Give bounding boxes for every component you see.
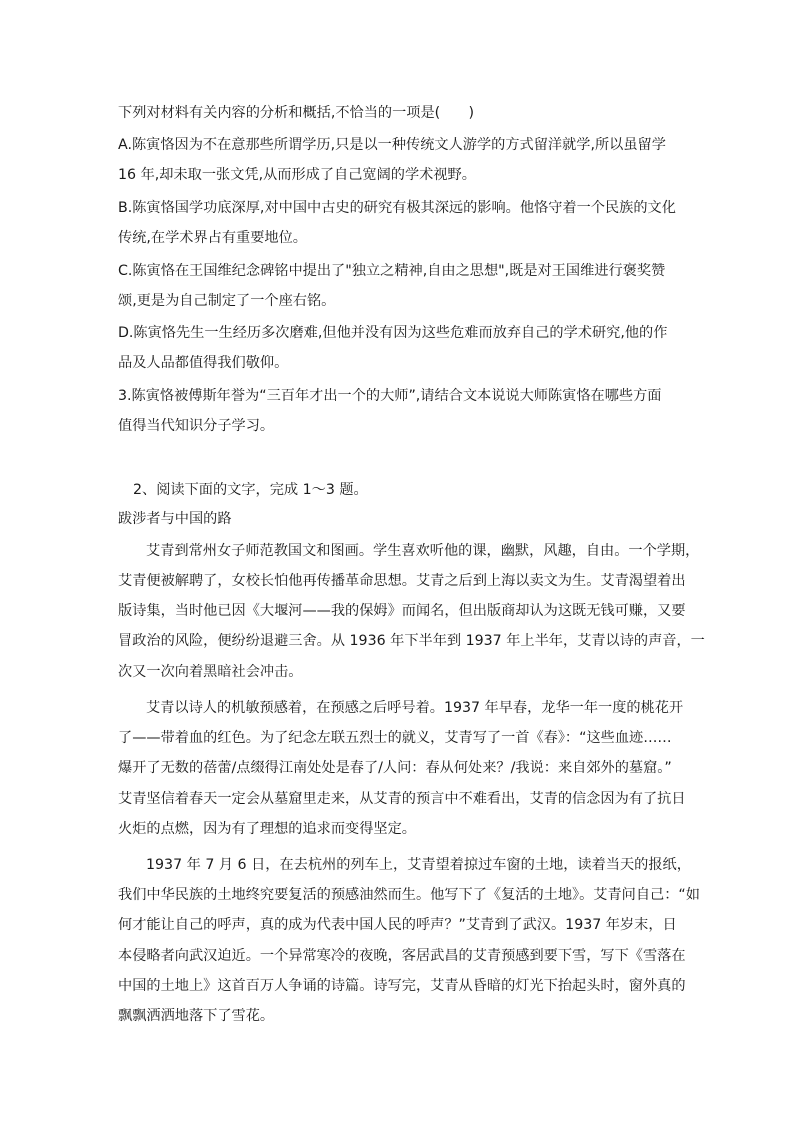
paragraph-2-line-4: 艾青坚信着春天一定会从墓窟里走来，从艾青的预言中不难看出，艾青的信念因为有了抗日 (118, 791, 686, 807)
passage-title: 跋涉者与中国的路 (118, 511, 232, 527)
question-3-line-2: 值得当代知识分子学习。 (118, 418, 275, 434)
paragraph-3-line-4: 本侵略者向武汉迫近。一个异常寒冷的夜晚，客居武昌的艾青预感到要下雪，写下《雪落在 (118, 948, 686, 964)
paragraph-2-line-1: 艾青以诗人的机敏预感着，在预感之后呼号着。1937 年早春，龙华一年一度的桃花开 (146, 700, 684, 716)
question-3-line-1: 3.陈寅恪被傅斯年誉为“三百年才出一个的大师”,请结合文本说说大师陈寅恪在哪些方面 (118, 388, 662, 404)
option-a-line-1: A.陈寅恪因为不在意那些所谓学历,只是以一种传统文人游学的方式留洋就学,所以虽留学 (118, 137, 666, 153)
paragraph-3-line-3: 何才能让自己的呼声，真的成为代表中国人民的呼声？”艾青到了武汉。1937 年岁末，日 (118, 917, 677, 933)
paragraph-1-line-4: 冒政治的风险，便纷纷退避三舍。从 1936 年下半年到 1937 年上半年，艾青以诗的声音，一 (118, 633, 705, 649)
paragraph-3-line-6: 飘飘洒洒地落下了雪花。 (118, 1008, 275, 1024)
option-d-line-2: 品及人品都值得我们敬仰。 (118, 355, 289, 371)
question-stem: 下列对材料有关内容的分析和概括,不恰当的一项是( ) (118, 105, 475, 121)
option-a-line-2: 16 年,却未取一张文凭,从而形成了自己宽阔的学术视野。 (118, 167, 476, 183)
option-b-line-2: 传统,在学术界占有重要地位。 (118, 230, 307, 246)
paragraph-3-line-1: 1937 年 7 月 6 日，在去杭州的列车上，艾青望着掠过车窗的土地，读着当天的报纸， (146, 857, 691, 873)
paragraph-1-line-1: 艾青到常州女子师范教国文和图画。学生喜欢听他的课，幽默，风趣，自由。一个学期， (146, 543, 700, 559)
option-b-line-1: B.陈寅恪国学功底深厚,对中国中古史的研究有极其深远的影响。他恪守着一个民族的文化 (118, 200, 676, 216)
paragraph-2-line-3: 爆开了无数的蓓蕾/点缀得江南处处是春了/人问：春从何处来？/我说：来自郊外的墓窟。” (118, 760, 672, 776)
paragraph-2-line-2: 了——带着血的红色。为了纪念左联五烈士的就义，艾青写了一首《春》：“这些血迹…… (118, 730, 672, 746)
paragraph-3-line-5: 中国的土地上》这首百万人争诵的诗篇。诗写完，艾青从昏暗的灯光下抬起头时，窗外真的 (118, 978, 686, 994)
option-c-line-1: C.陈寅恪在王国维纪念碑铭中提出了"独立之精神,自由之思想",既是对王国维进行褒奖赞 (118, 263, 666, 279)
paragraph-2-line-5: 火炬的点燃，因为有了理想的追求而变得坚定。 (118, 821, 416, 837)
option-c-line-2: 颂,更是为自己制定了一个座右铭。 (118, 293, 336, 309)
paragraph-1-line-2: 艾青便被解聘了，女校长怕他再传播革命思想。艾青之后到上海以卖文为生。艾青渴望着出 (118, 573, 686, 589)
paragraph-3-line-2: 我们中华民族的土地终究要复活的预感油然而生。他写下了《复活的土地》。艾青问自己：“如 (118, 887, 700, 903)
option-d-line-1: D.陈寅恪先生一生经历多次磨难,但他并没有因为这些危难而放弃自己的学术研究,他的作 (118, 325, 668, 341)
paragraph-1-line-3: 版诗集，当时他已因《大堰河——我的保姆》而闻名，但出版商却认为这既无钱可赚，又要 (118, 603, 686, 619)
paragraph-1-line-5: 次又一次向着黑暗社会冲击。 (118, 664, 303, 680)
section-heading: 2、阅读下面的文字，完成 1～3 题。 (133, 482, 368, 498)
